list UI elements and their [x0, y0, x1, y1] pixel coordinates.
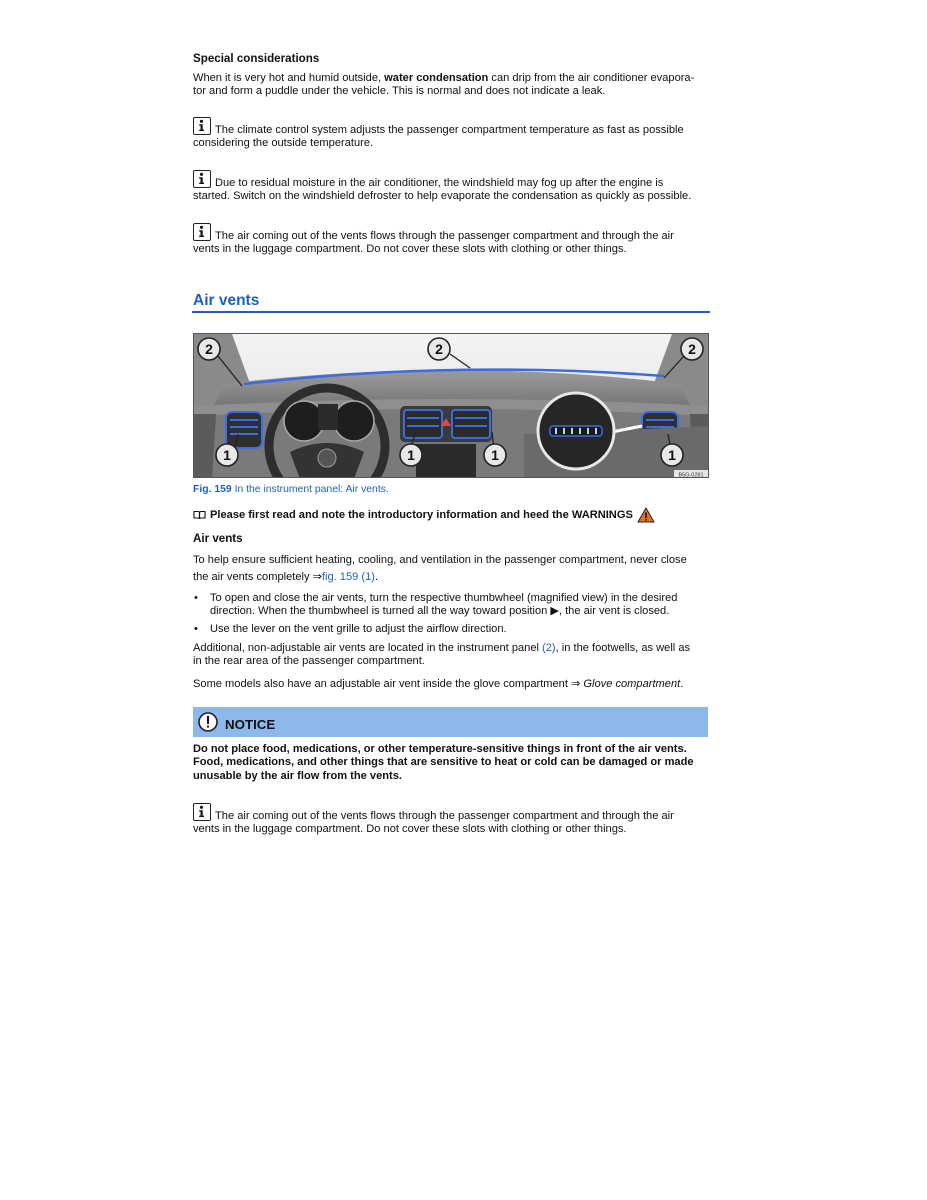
figure-code: B5G-0281 [678, 472, 704, 478]
exclamation-icon [197, 711, 219, 733]
instruction-list [193, 592, 709, 636]
info-note-1: The climate control system adjusts the passenger compartment temperature as fast as possible considering the outside temperature. [193, 117, 709, 151]
read-first-text: Please first read and note the introductory information and heed the WARNINGS [210, 509, 633, 521]
svg-text:1: 1 [491, 447, 499, 463]
air-vents-paragraph-1: To help ensure sufficient heating, cooling, and ventilation in the passenger compartment, never close the air vents completely ⇒fig. 159 (1). [193, 554, 687, 583]
svg-text:2: 2 [688, 341, 696, 357]
warning-icon [637, 507, 655, 523]
svg-text:1: 1 [407, 447, 415, 463]
svg-text:1: 1 [668, 447, 676, 463]
callout-2-left [198, 338, 220, 360]
list-item: • To open and close the air vents, turn the respective thumbwheel (magnified view) in the desired direction. When the thumbwheel is turned all the way toward position ▶, the air vent is closed. [193, 592, 709, 619]
air-vents-heading: Air vents [193, 532, 243, 545]
special-considerations [193, 52, 709, 99]
info-note-3: The air coming out of the vents flows through the passenger compartment and through the air vents in the luggage compartment. Do not cover these slots with clothing or other things. [193, 223, 709, 257]
air-vents-paragraph-2: Additional, non-adjustable air vents are located in the instrument panel (2), in the footwells, as well as in the rear area of the passenger compartment. [193, 641, 691, 668]
notice-text: Do not place food, medications, or other temperature-sensitive things in front of the air vents. Food, medications, and other things that are sensitive to heat or cold can be damaged or made unusable by the air flow from the vents. [193, 743, 694, 782]
book-icon [193, 510, 206, 520]
info-icon [193, 170, 211, 188]
callout-2-right [681, 338, 703, 360]
info-icon [193, 223, 211, 241]
callout-2-link[interactable]: (2) [542, 641, 556, 654]
dashboard-illustration [194, 334, 709, 478]
list-item: • Use the lever on the vent grille to adjust the airflow direction. [193, 623, 709, 636]
callout-1-right-vent [661, 444, 683, 466]
notice-header [193, 707, 708, 737]
dashboard-figure [193, 333, 709, 478]
callout-1-center-right-vent [484, 444, 506, 466]
section-title: Air vents [193, 292, 260, 309]
callout-2-center [428, 338, 450, 360]
read-first-notice [193, 507, 655, 523]
svg-text:1: 1 [223, 447, 231, 463]
callout-1-center-left-vent [400, 444, 422, 466]
air-vents-body [193, 532, 709, 692]
special-paragraph: When it is very hot and humid outside, water condensation can drip from the air conditioner evapora- tor and form a puddle under the vehicle. This is normal and does not indicate a leak. [193, 72, 695, 98]
air-vents-paragraph-3: Some models also have an adjustable air vent inside the glove compartment ⇒ Glove compartment. [193, 678, 684, 691]
info-icon [193, 117, 211, 135]
info-note-2: Due to residual moisture in the air conditioner, the windshield may fog up after the engine is started. Switch on the windshield defroster to help evaporate the condensation as quickly as possible. [193, 170, 709, 204]
svg-text:2: 2 [435, 341, 443, 357]
info-note-4: The air coming out of the vents flows through the passenger compartment and through the air vents in the luggage compartment. Do not cover these slots with clothing or other things. [193, 803, 709, 837]
notice-title: NOTICE [225, 716, 276, 732]
fig-159-link[interactable]: fig. 159 (1) [321, 571, 375, 583]
special-heading: Special considerations [193, 52, 320, 65]
figure-caption: Fig. 159 In the instrument panel: Air vents. [193, 484, 389, 495]
callout-1-left-vent [216, 444, 238, 466]
svg-text:2: 2 [205, 341, 213, 357]
glove-compartment-link[interactable]: Glove compartment [583, 678, 681, 691]
info-icon [193, 803, 211, 821]
section-rule [192, 311, 710, 313]
